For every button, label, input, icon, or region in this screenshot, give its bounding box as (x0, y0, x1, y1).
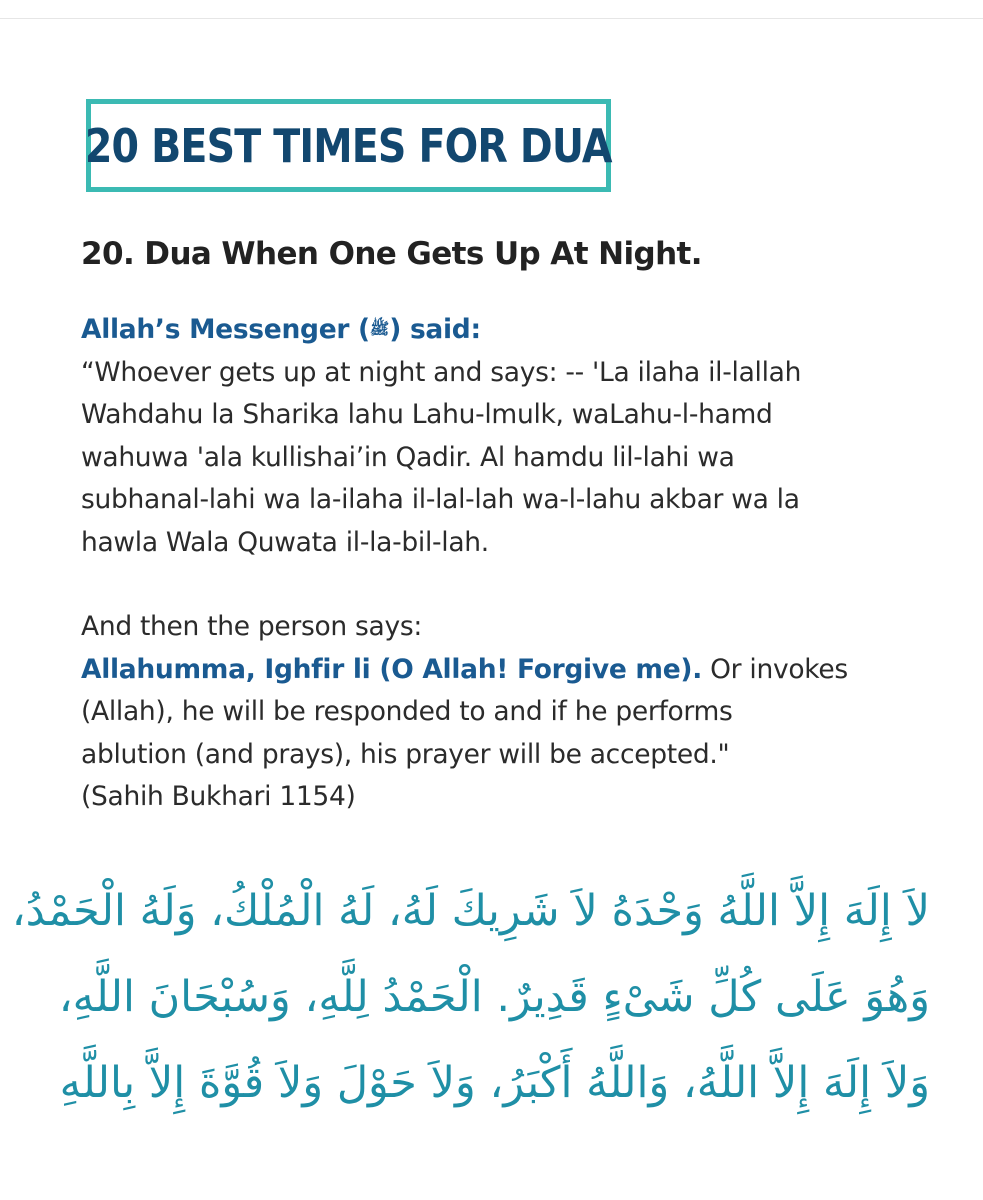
top-divider (0, 18, 983, 19)
title-box (86, 99, 611, 192)
hadith-line: “Whoever gets up at night and says: -- 'La ilaha il-lallah (81, 356, 802, 388)
narrator-prefix: Allah’s Messenger ( (81, 314, 370, 345)
paragraph-gap (81, 564, 941, 606)
continuation-line: (Allah), he will be responded to and if he performs (81, 696, 733, 727)
hadith-line: Wahdahu la Sharika lahu Lahu-lmulk, waLahu-l-hamd (81, 399, 773, 430)
arabic-line: وَلاَ إِلَهَ إِلاَّ اللَّهُ، وَاللَّهُ أَكْبَرُ، وَلاَ حَوْلَ وَلاَ قُوَّةَ إِلاَّ بِاللَّهِ (59, 1058, 930, 1108)
supplication-line (81, 649, 941, 692)
hadith-line: wahuwa 'ala kullishai’in Qadir. Al hamdu lil-lahi wa (81, 441, 735, 473)
honorific-glyph: ﷺ (369, 319, 390, 338)
supplication-rest: Or invokes (701, 653, 848, 685)
reference: (Sahih Bukhari 1154) (81, 781, 356, 812)
page-title: 20 BEST TIMES FOR DUA (85, 118, 612, 173)
then-line: And then the person says: (81, 611, 423, 642)
hadith-line: hawla Wala Quwata il-la-bil-lah. (81, 526, 489, 558)
continuation-line: ablution (and prays), his prayer will be accepted." (81, 738, 730, 770)
arabic-line: لاَ إِلَهَ إِلاَّ اللَّهُ وَحْدَهُ لاَ شَرِيكَ لَهُ، لَهُ الْمُلْكُ، وَلَهُ الْحَمْدُ، (11, 886, 930, 936)
hadith-line: subhanal-lahi wa la-ilaha il-lal-lah wa-l-lahu akbar wa la (81, 484, 800, 515)
section-heading: 20. Dua When One Gets Up At Night. (81, 236, 702, 272)
narrator-line (81, 308, 941, 352)
narrator-suffix: ) said: (389, 314, 481, 345)
hadith-body (81, 308, 941, 819)
arabic-line: وَهُوَ عَلَى كُلِّ شَىْءٍ قَدِيرٌ. الْحَمْدُ لِلَّهِ، وَسُبْحَانَ اللَّهِ، (58, 972, 930, 1022)
supplication-text: Allahumma, Ighfir li (O Allah! Forgive me). (81, 653, 702, 685)
arabic-dua (11, 868, 930, 1126)
